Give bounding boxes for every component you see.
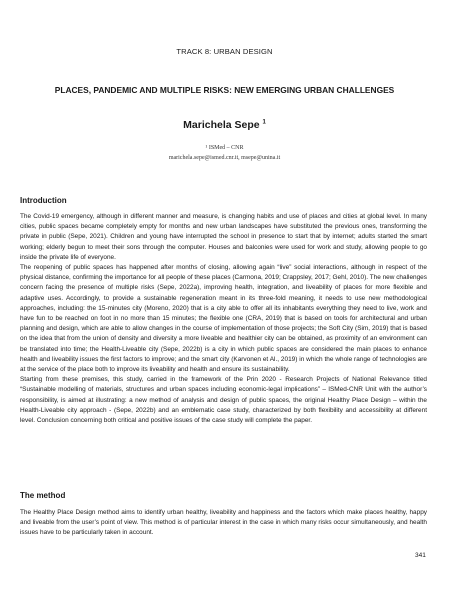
author-affiliation: ¹ ISMed – CNR <box>205 145 244 151</box>
method-body <box>20 508 427 539</box>
introduction-body <box>20 212 427 426</box>
paper-title: PLACES, PANDEMIC AND MULTIPLE RISKS: NEW EMERGING URBAN CHALLENGES <box>54 85 395 95</box>
author-emails: marichela.sepe@ismed.cnr.it, msepe@unina.it <box>168 155 281 161</box>
author-name-text: Marichela Sepe <box>183 119 260 131</box>
paragraph: The Covid-19 emergency, although in different manner and measure, is changing habits and use of places and cities at global level. In many cities, public spaces became completely empty for months and new urban landscapes have substituted the previous ones, transforming the private in public (Sepe, 2021). Children and young have interrupted the school in presence to start that by internet; adults started the smart working; elderly begun to meet their sons through the computer. Houses and balconies were used for work and study, allowing people to go inside the private life of everyone. <box>20 213 427 261</box>
author-name <box>0 119 449 131</box>
paragraph: Starting from these premises, this study, carried in the framework of the Prin 2020 - Research Projects of National Relevance titled “Sustainable modelling of materials, structures and urban spaces including economic-legal implications” – ISMed-CNR Unit with the author’s responsibility, is aimed at illustrating: a new method of analysis and design of public spaces, the original Healthy Place Design – within the Health-Liveable city approach - (Sepe, 2022b) and an emblematic case study, characterized by both flexibility and accessibility at different level. Conclusion concerning both critical and positive issues of the case study will complete the paper. <box>20 376 427 425</box>
author-superscript: 1 <box>262 119 266 126</box>
paragraph: The Healthy Place Design method aims to identify urban healthy, liveability and happiness and the factors which make places healthy, happy and liveable from the user’s point of view. This method is of particular interest in the case in which many risks occur simultaneously, and health issues have to be particularly taken in account. <box>20 509 427 537</box>
page-number: 341 <box>415 552 426 559</box>
section-heading-method: The method <box>20 491 66 500</box>
track-header: TRACK 8: URBAN DESIGN <box>176 47 273 56</box>
paragraph: The reopening of public spaces has happened after months of closing, allowing again “live” social interactions, although in respect of the physical distance, confirming the importance for all people of these places (Carmona, 2019; Crappsley, 2017; Gehl, 2010). The new challenges concern facing the presence of multiple risks (Sepe, 2022a), improving health, integration, and liveability of places for more flexible and adaptive uses. Accordingly, to provide a sustainable regeneration meant in its three-fold meaning, it needs to use new methodological approaches, including: the 15-minutes city (Moreno, 2020) that is a city able to offer all its inhabitants everything they need to live, work and have fun to be reached on foot in no more than 15 minutes; the flexible one (CRA, 2019) that is based on tools for architectural and urban planning and design, which are able to allow changes in the course of implementation of those projects; the Soft City (Sim, 2019) that is based on the idea that from the union of density and diversity a more liveable and healthier city can be obtained, as proximity of an environment can be translated into time; the Health-Liveable city (Sepe, 2022b) is a city in which public spaces are considered the main places to enhance health and liveability issues the first factors to improve; and the smart city (Karvonen et Al., 2019) in which the whole range of technologies are at the service of the place both to improve its liveability and health and ensure its sustainability. <box>20 264 427 374</box>
section-heading-introduction: Introduction <box>20 196 67 205</box>
